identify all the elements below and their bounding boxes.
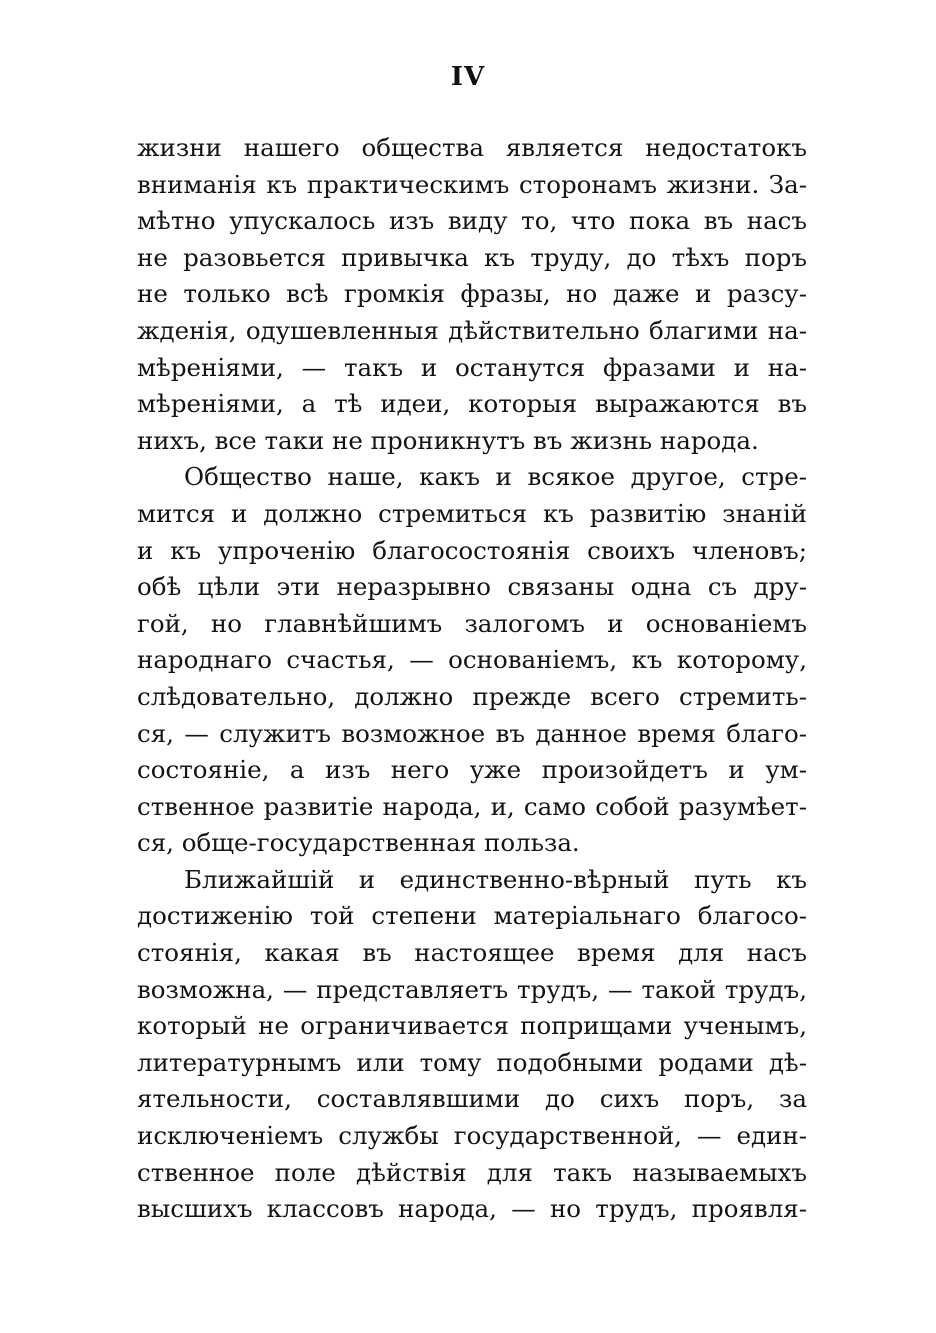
body-text: [137, 130, 807, 1228]
text-line: стоянія, какая въ настоящее время для насъ: [137, 938, 807, 968]
text-line: состояніе, а изъ него уже произойдетъ и ум-: [137, 755, 807, 785]
text-line: мѣреніями, — такъ и останутся фразами и на-: [137, 352, 807, 382]
text-line: жизни нашего общества является недостатокъ: [137, 133, 807, 162]
text-line: гой, но главнѣйшимъ залогомъ и основаніемъ: [137, 608, 807, 638]
text-line: исключеніемъ службы государственной, — един-: [137, 1121, 807, 1151]
text-line: народнаго счастья, — основаніемъ, къ которому,: [137, 645, 807, 675]
text-line: возможна, — представляетъ трудъ, — такой трудъ,: [137, 974, 807, 1004]
text-line: мится и должно стремиться къ развитію знаній: [137, 498, 807, 528]
text-line: ся, — служитъ возможное въ данное время благо-: [137, 718, 807, 748]
text-line: Общество наше, какъ и всякое другое, стре-: [184, 462, 807, 492]
text-line: ятельности, составлявшими до сихъ поръ, за: [137, 1084, 807, 1114]
text-line: слѣдовательно, должно прежде всего стремить-: [137, 681, 807, 711]
text-line: жденія, одушевленныя дѣйствительно благими на-: [137, 315, 807, 345]
text-line: литературнымъ или тому подобными родами дѣ-: [137, 1047, 807, 1077]
text-line: ся, обще-государственная польза.: [137, 828, 580, 858]
text-line: достиженію той степени матеріальнаго благосо-: [137, 901, 807, 931]
text-line: ственное поле дѣйствія для такъ называемыхъ: [137, 1157, 807, 1187]
page-number: IV: [450, 62, 486, 92]
text-line: не разовьется привычка къ труду, до тѣхъ поръ: [137, 242, 807, 272]
text-line: который не ограничивается поприщами ученымъ,: [137, 1011, 807, 1041]
text-line: вниманія къ практическимъ сторонамъ жизни. За-: [137, 169, 807, 199]
text-line: нихъ, все таки не проникнутъ въ жизнь народа.: [137, 425, 759, 455]
text-line: мѣреніями, а тѣ идеи, которыя выражаются въ: [137, 389, 807, 419]
text-line: высшихъ классовъ народа, — но трудъ, проявля-: [137, 1194, 807, 1224]
text-line: мѣтно упускалось изъ виду то, что пока въ насъ: [137, 206, 807, 236]
text-line: и къ упроченію благосостоянія своихъ членовъ;: [137, 535, 807, 565]
text-line: обѣ цѣли эти неразрывно связаны одна съ дру-: [137, 572, 807, 602]
text-line: ственное развитіе народа, и, само собой разумѣет-: [137, 791, 807, 821]
text-line: не только всѣ громкія фразы, но даже и разсу-: [137, 279, 807, 309]
text-line: Ближайшій и единственно-вѣрный путь къ: [184, 864, 807, 894]
